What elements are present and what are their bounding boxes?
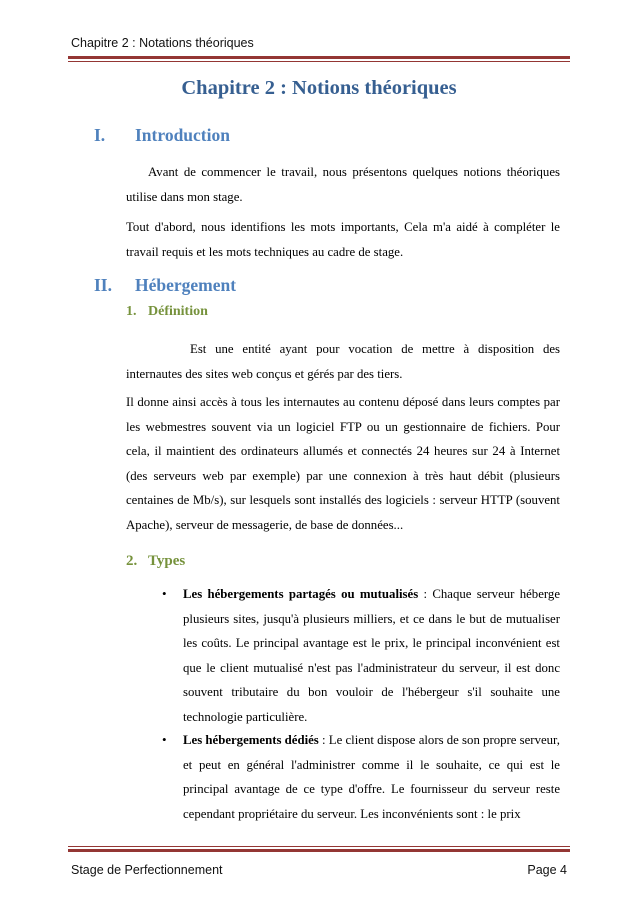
header-rule-thick [68,56,570,59]
footer-left-text: Stage de Perfectionnement [71,863,223,877]
section-title: Introduction [135,125,230,145]
header-rule-thin [68,61,570,62]
list-item-term: Les hébergements partagés ou mutualisés [183,587,419,601]
paragraph: Tout d'abord, nous identifions les mots importants, Cela m'a aidé à compléter le travail requis et les mots techniques au cadre de stage. [126,220,560,259]
list-item-term: Les hébergements dédiés [183,733,319,747]
section-number: II. [94,275,112,295]
section-heading-hebergement [94,275,554,299]
footer-rule-thin [68,846,570,847]
list-item-text: : Chaque serveur héberge plusieurs sites, jusqu'à plusieurs milliers, et ce dans le but de mutualiser les coûts. Le principal avantage est le prix, le principal inconvénient est que le client mutualisé n'est pas l'administrateur du serveur, il est donc souvent tributaire du bon vouloir de l'hébergeur s'il souhaite une technologie particulière. [183,587,560,724]
list-item-text: : Le client dispose alors de son propre serveur, et peut en général l'administrer comme il le souhaite, ce qui est le principal avantage de ce type d'offre. Le fournisseur du serveur reste cependant propriétaire du serveur. Les inconvénients sont : le prix [183,733,560,821]
bullet-icon: • [162,586,167,601]
subsection-heading-definition [126,304,426,324]
subsection-title: Définition [148,304,208,319]
chapter-title: Chapitre 2 : Notions théoriques [181,77,457,99]
section-number: I. [94,125,106,145]
running-header: Chapitre 2 : Notations théoriques [71,36,254,50]
section-heading-introduction [94,125,554,149]
paragraph: Est une entité ayant pour vocation de mettre à disposition des internautes des sites web conçus et gérés par des tiers. [126,342,560,381]
paragraph: Il donne ainsi accès à tous les internautes au contenu déposé dans leurs comptes par les webmestres souvent via un logiciel FTP ou un gestionnaire de fichiers. Pour cela, il maintient des ordinateurs allumés et connectés 24 heures sur 24 à Internet (des serveurs web par exemple) par une connexion à très haut débit (plusieurs centaines de Mb/s), sur lesquels sont installés des logiciels : serveur HTTP (souvent Apache), serveur de messagerie, de base de données... [126,395,560,532]
subsection-number: 1. [126,304,137,319]
subsection-heading-types [126,553,426,575]
list-item [183,728,560,826]
subsection-title: Types [148,553,186,569]
footer-rule-thick [68,849,570,852]
section-title: Hébergement [135,275,237,295]
list-item [183,582,560,729]
page-number: Page 4 [527,863,567,877]
paragraph: Avant de commencer le travail, nous présentons quelques notions théoriques utilise dans mon stage. [126,165,560,204]
subsection-number: 2. [126,553,138,569]
bullet-icon: • [162,732,167,747]
